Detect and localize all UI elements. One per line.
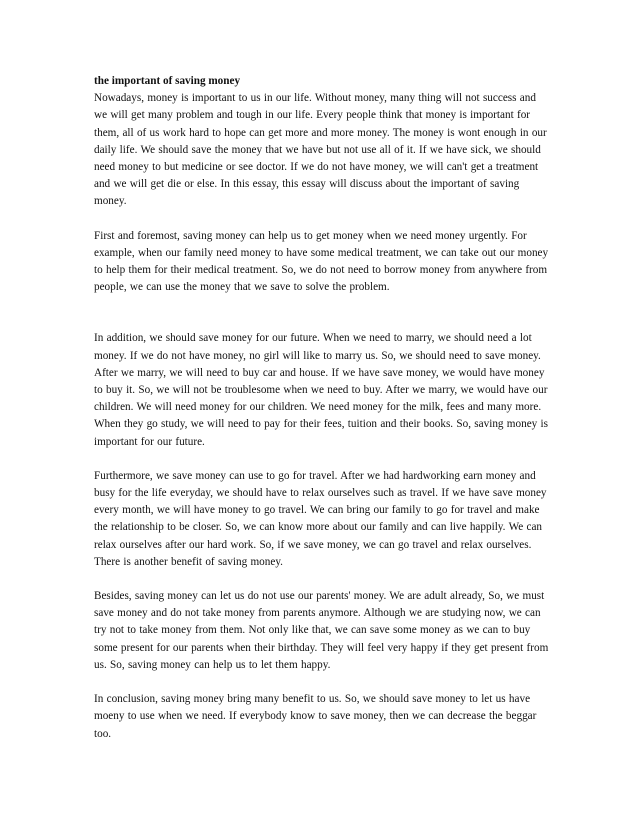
paragraph-conclusion: In conclusion, saving money bring many benefit to us. So, we should save money to let us have moeny to use when we need. If everybody know to save money, then we can decrease the beggar too. [94,693,537,740]
essay-body [94,73,550,743]
paragraph-gap [94,296,550,330]
paragraph-in-addition: In addition, we should save money for our future. When we need to marry, we should need a lot money. If we do not have money, no girl will like to marry us. So, we should need to save money. After we marry, we will need to buy car and house. If we have save money, we would have money to buy it. So, we will not be troublesome when we need to buy. After we marry, we would have our children. We will need money for our children. We need money for the milk, fees and many more. When they go study, we will need to pay for their fees, tuition and their books. So, saving money is important for our future. [94,332,549,448]
paragraph-intro: Nowadays, money is important to us in our life. Without money, many thing will not success and we will get many problem and tough in our life. Every people think that money is important for them, all of us work hard to hope can get more and more money. The money is wont enough in our daily life. We should save the money that we have but not use all of it. If we have sick, we should need money to but medicine or see doctor. If we do not have money, we will can't get a treatment and we will get die or else. In this essay, this essay will discuss about the important of saving money. [94,92,547,208]
paragraph-first-and-foremost: First and foremost, saving money can help us to get money when we need money urgently. For example, when our family need money to have some medical treatment, we can take out our money to help them for their medical treatment. So, we do not need to borrow money from anywhere from people, we can use the money that we save to solve the problem. [94,229,549,294]
paragraph-gap [94,674,550,691]
paragraph-gap [94,571,550,588]
paragraph-besides: Besides, saving money can let us do not use our parents' money. We are adult already, So, we must save money and do not take money from parents anymore. Although we are studying now, we can try not to take money from them. Not only like that, we can save some money as we can to buy some present for our parents when their birthday. They will feel very happy if they get present from us. So, saving money can help us to let them happy. [94,590,549,671]
paragraph-gap [94,211,550,228]
essay-title: the important of saving money [94,75,241,87]
paragraph-furthermore: Furthermore, we save money can use to go for travel. After we had hardworking earn money and busy for the life everyday, we should have to relax ourselves such as travel. If we have save money every month, we will have money to go travel. We can bring our family to go for travel and make the relationship to be closer. So, we can know more about our family and can live happily. We can relax ourselves after our hard work. So, if we save money, we can go travel and relax ourselves. There is another benefit of saving money. [94,469,547,568]
paragraph-gap [94,451,550,468]
